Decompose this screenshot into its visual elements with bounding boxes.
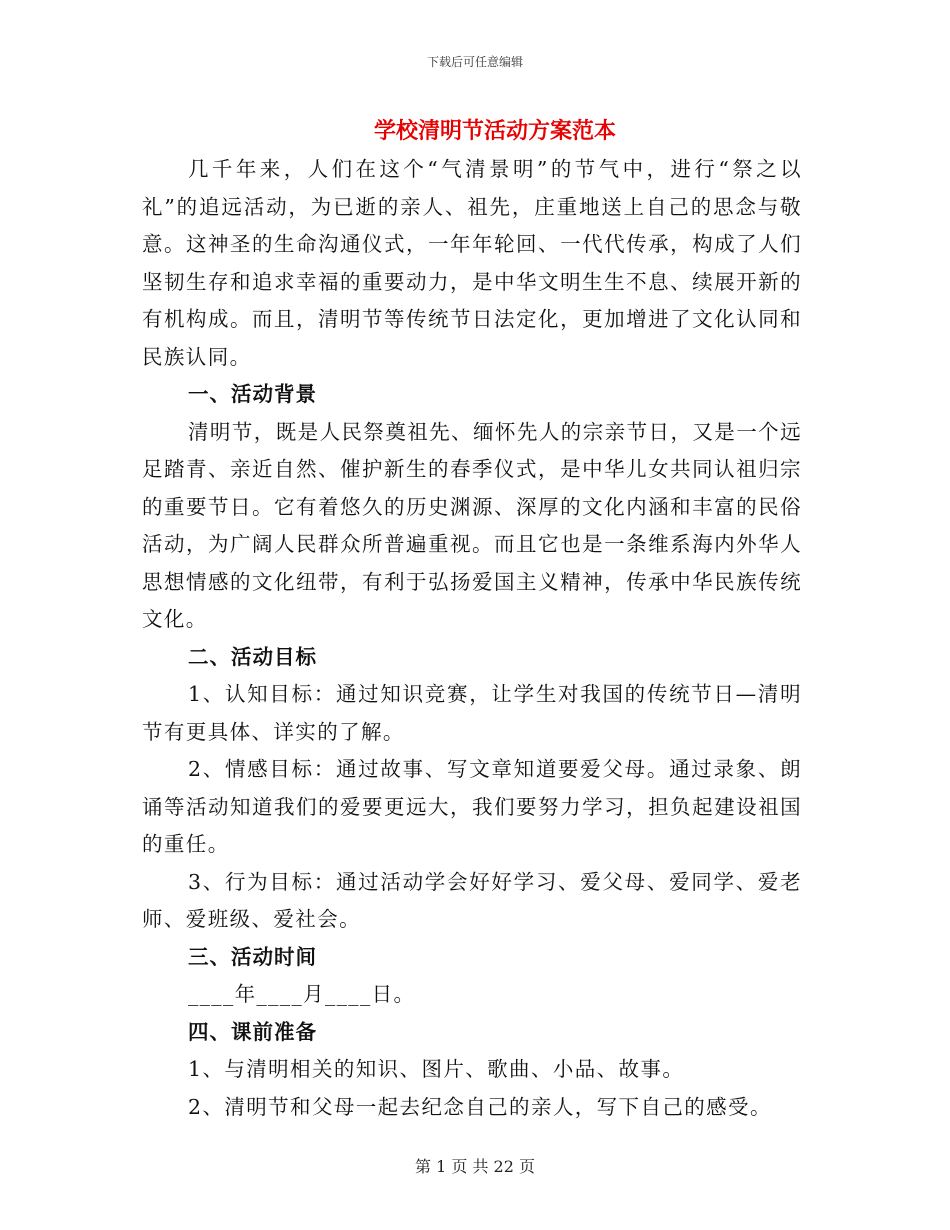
preparation-item-memorial: 2、清明节和父母一起去纪念自己的亲人，写下自己的感受。 [188,1094,772,1119]
section-heading-preparation: 四、课前准备 [188,1019,317,1044]
page-number-footer: 第 1 页 共 22 页 [415,1157,535,1176]
goal-item-emotional: 2、情感目标：通过故事、写文章知道要爱父母。通过录象、朗诵等活动知道我们的爱要更远大，我们要努力学习，担负起建设祖国的重任。 [142,757,802,856]
section-heading-goals: 二、活动目标 [188,644,317,669]
preparation-item-materials: 1、与清明相关的知识、图片、歌曲、小品、故事。 [188,1057,685,1081]
document-body [142,151,802,1126]
goal-item-cognitive: 1、认知目标：通过知识竞赛，让学生对我国的传统节日—清明节有更具体、详实的了解。 [142,682,802,744]
section-heading-time: 三、活动时间 [188,944,317,969]
document-title: 学校清明节活动方案范本 [373,119,616,144]
goal-item-behavioral: 3、行为目标：通过活动学会好好学习、爱父母、爱同学、爱老师、爱班级、爱社会。 [142,869,802,931]
intro-paragraph: 几千年来，人们在这个“气清景明”的节气中，进行“祭之以礼”的追远活动，为已逝的亲人、祖先，庄重地送上自己的思念与敬意。这神圣的生命沟通仪式，一年年轮回、一代代传承，构成了人们坚韧生存和追求幸福的重要动力，是中华文明生生不息、续展开新的有机构成。而且，清明节等传统节日法定化，更加增进了文化认同和民族认同。 [142,157,802,369]
page-header-note: 下载后可任意编辑 [426,55,523,69]
background-paragraph: 清明节，既是人民祭奠祖先、缅怀先人的宗亲节日，又是一个远足踏青、亲近自然、催护新生的春季仪式，是中华儿女共同认祖归宗的重要节日。它有着悠久的历史渊源、深厚的文化内涵和丰富的民俗活动，为广阔人民群众所普遍重视。而且它也是一条维系海内外华人思想情感的文化纽带，有利于弘扬爱国主义精神，传承中华民族传统文化。 [142,419,802,631]
activity-date-line: ____年____月____日。 [188,982,416,1006]
section-heading-background: 一、活动背景 [188,382,317,406]
